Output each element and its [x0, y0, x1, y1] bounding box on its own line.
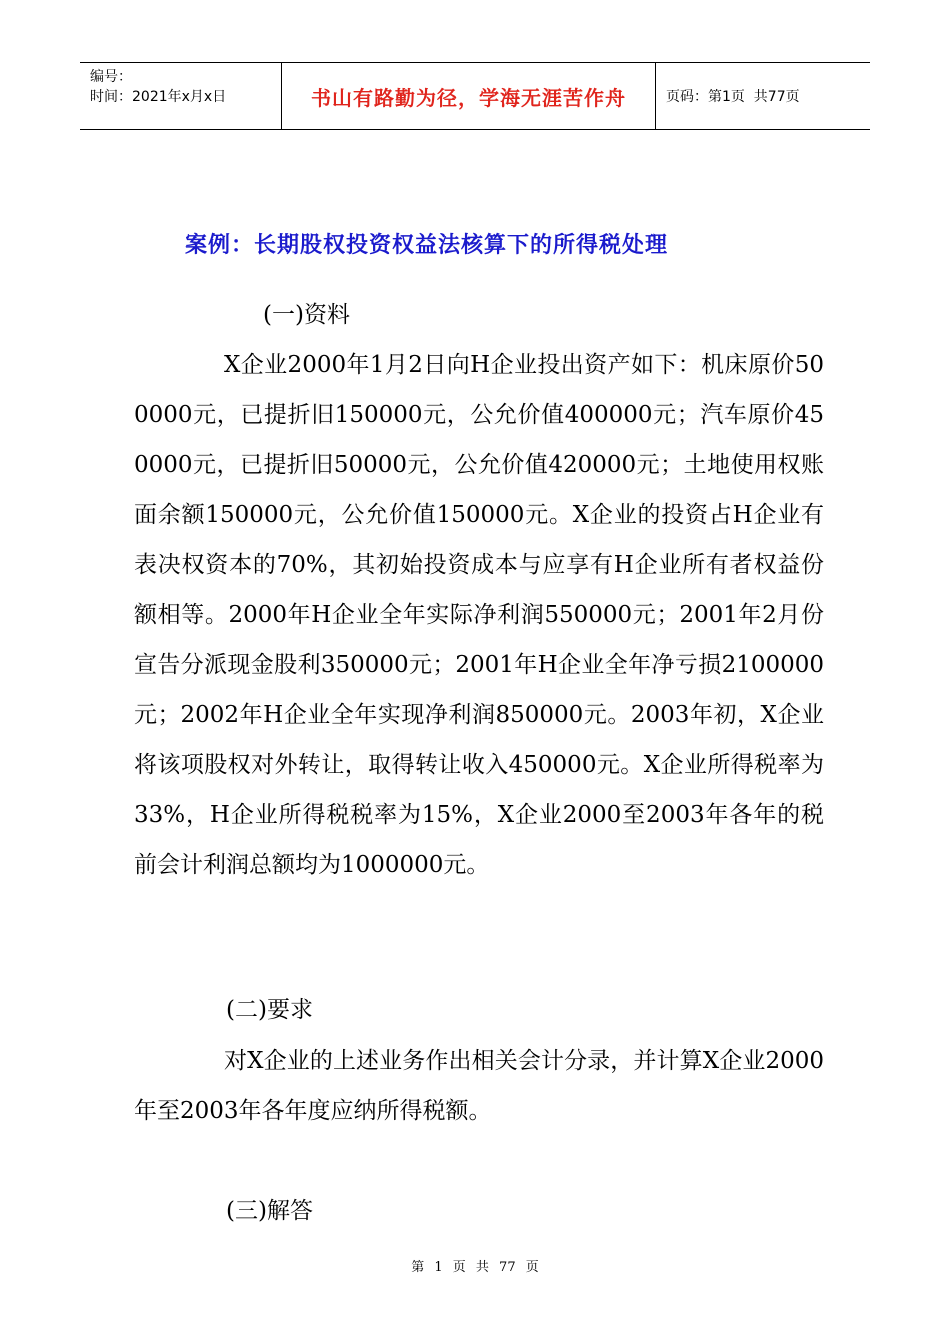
page-footer: 第 1 页 共 77 页	[411, 1260, 539, 1275]
section-1-body: X企业2000年1月2日向H企业投出资产如下：机床原价500000元，已提折旧150000元，公允价值400000元；汽车原价450000元，已提折旧50000元，公允价值420000元；土地使用权账面余额150000元，公允价值150000元。X企业的投资占H企业有表决权资本的70%，其初始投资成本与应享有H企业所有者权益份额相等。2000年H企业全年实际净利润550000元；2001年2月份宣告分派现金股利350000元；2001年H企业全年净亏损2100000元；2002年H企业全年实现净利润850000元。2003年初，X企业将该项股权对外转让，取得转让收入450000元。X企业所得税率为33%，H企业所得税税率为15%，X企业2000至2003年各年的税前会计利润总额均为1000000元。	[134, 352, 824, 878]
page-header	[80, 62, 870, 130]
section-2-heading: (二)要求	[226, 997, 313, 1023]
document-number: 编号：	[90, 69, 132, 85]
document-time: 时间：2021年x月x日	[90, 89, 227, 105]
section-1-heading: (一)资料	[263, 302, 350, 328]
document-title: 案例：长期股权投资权益法核算下的所得税处理	[185, 233, 669, 258]
header-meta	[80, 63, 282, 129]
header-motto: 书山有路勤为径，学海无涯苦作舟	[282, 63, 656, 129]
section-2-body: 对X企业的上述业务作出相关会计分录，并计算X企业2000年至2003年各年度应纳所得税额。	[134, 1048, 824, 1124]
header-page-info: 页码：第1页 共77页	[666, 89, 800, 105]
section-3-heading: (三)解答	[226, 1198, 313, 1224]
